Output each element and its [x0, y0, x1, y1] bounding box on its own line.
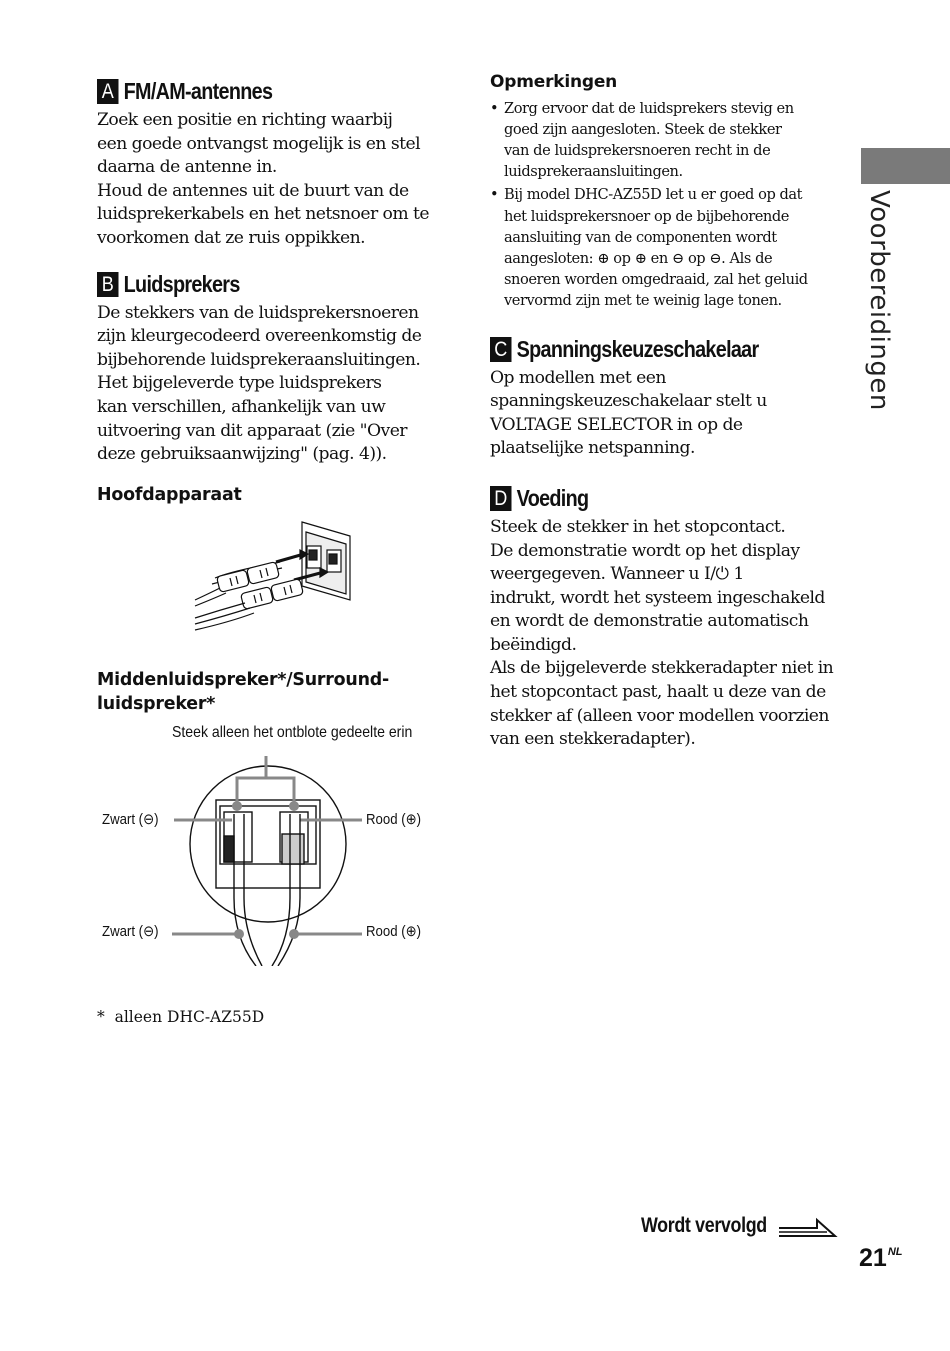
note-line: luidsprekeraansluitingen. [504, 163, 683, 181]
section-b-line: Het bijgeleverde type luidsprekers [97, 373, 382, 394]
section-c-line: VOLTAGE SELECTOR in op de [490, 414, 743, 435]
red-label-top: Rood (⊕) [366, 811, 422, 828]
black-label-bottom: Zwart (⊖) [102, 923, 159, 940]
continued-arrow-icon [777, 1216, 839, 1240]
section-d-line: stekker af (alleen voor modellen voorzien [490, 705, 829, 726]
section-a-body [97, 109, 447, 251]
section-a-line: een goede ontvangst mogelijk is en stel [97, 133, 421, 154]
footnote: * alleen DHC-AZ55D [97, 1008, 265, 1026]
section-c-line: spanningskeuzeschakelaar stelt u [490, 391, 767, 412]
section-d-line: van een stekkeradapter). [490, 729, 696, 750]
center-surround-subheading [97, 669, 389, 716]
notes-title: Opmerkingen [490, 72, 618, 92]
section-b-line: zijn kleurgecodeerd overeenkomstig de [97, 326, 422, 347]
note-bullet: • [490, 186, 499, 204]
page-suffix: NL [887, 1246, 903, 1258]
section-b-line: bijbehorende luidsprekeraansluitingen. [97, 349, 421, 370]
continued-indicator [641, 1214, 789, 1238]
page-number [859, 1244, 902, 1273]
section-b-letter: B [97, 272, 119, 297]
section-b-line: De stekkers van de luidsprekersnoeren [97, 302, 419, 323]
section-d-letter: D [490, 486, 512, 511]
section-d-body [490, 516, 845, 752]
note-bullet: • [490, 99, 499, 117]
section-d-line: het stopcontact past, haalt u deze van de [490, 682, 826, 703]
section-c-body [490, 367, 845, 461]
section-d-line: Steek de stekker in het stopcontact. [490, 516, 786, 537]
note-item [490, 98, 845, 183]
section-b-body [97, 302, 447, 467]
left-column [97, 78, 447, 507]
right-column [490, 71, 845, 752]
section-c-line: Op modellen met een [490, 367, 666, 388]
section-b-title: Luidsprekers [123, 270, 240, 297]
section-a-line: luidsprekerkabels en het netsnoer om te [97, 204, 429, 225]
section-b-line: deze gebruiksaanwijzing" (pag. 4)). [97, 444, 387, 465]
section-a-line: voorkomen dat ze ruis oppikken. [97, 227, 366, 248]
section-d-line: Als de bijgeleverde stekkeradapter niet in [490, 658, 834, 679]
section-b-heading [97, 271, 398, 298]
section-c-title: Spanningskeuzeschakelaar [516, 335, 759, 362]
note-line: Bij model DHC-AZ55D let u er goed op dat [504, 186, 803, 204]
section-d-heading [490, 485, 795, 512]
section-a-line: Zoek een positie en richting waarbij [97, 110, 393, 130]
continued-label: Wordt vervolgd [641, 1214, 767, 1237]
section-d-title: Voeding [516, 484, 589, 511]
diagram-top-label: Steek alleen het ontblote gedeelte erin [172, 724, 413, 741]
side-tab-marker [861, 148, 950, 184]
subheading-line: Middenluidspreker*/Surround- [97, 670, 390, 690]
section-b-line: uitvoering van dit apparaat (zie "Over [97, 420, 407, 441]
section-d-line: en wordt de demonstratie automatisch [490, 611, 809, 632]
note-line: het luidsprekersnoer op de bijbehorende [504, 207, 789, 225]
section-d-line: beëindigd. [490, 634, 577, 655]
section-d-line: indrukt, wordt het systeem ingeschakeld [490, 587, 825, 608]
note-line: aansluiting van de componenten wordt [504, 228, 777, 246]
side-tab [858, 190, 898, 411]
section-b-line: kan verschillen, afhankelijk van uw [97, 396, 386, 417]
black-label-top: Zwart (⊖) [102, 811, 159, 828]
note-item [490, 184, 845, 311]
section-a-title: FM/AM-antennes [123, 78, 273, 104]
note-line: Zorg ervoor dat de luidsprekers stevig en [504, 99, 794, 117]
section-a-line: Houd de antennes uit de buurt van de [97, 180, 409, 201]
note-line: aangesloten: ⊕ op ⊕ en ⊖ op ⊖. Als de [504, 249, 773, 267]
note-line: van de luidsprekersnoeren recht in de [504, 141, 771, 159]
side-tab-label: Voorbereidingen [864, 190, 894, 411]
section-d-line: De demonstratie wordt op het display [490, 540, 800, 561]
section-a-letter: A [97, 79, 119, 104]
page-number-value: 21 [859, 1244, 887, 1272]
subheading-line: luidspreker* [97, 693, 216, 714]
main-unit-connection-illustration [190, 518, 360, 633]
note-line: vervormd zijn met te weinig lage tonen. [504, 292, 782, 310]
section-a-line: daarna de antenne in. [97, 157, 277, 178]
section-a-heading [97, 78, 398, 105]
note-line: goed zijn aangesloten. Steek de stekker [504, 120, 782, 138]
note-line: snoeren worden omgedraaid, zal het geluid [504, 271, 808, 289]
main-unit-subheading: Hoofdapparaat [97, 484, 242, 505]
red-label-bottom: Rood (⊕) [366, 923, 422, 940]
section-c-line: plaatselijke netspanning. [490, 438, 695, 459]
section-d-line: weergegeven. Wanneer u I/⏻ 1 [490, 564, 744, 585]
section-c-letter: C [490, 337, 512, 362]
section-c-heading [490, 336, 795, 363]
